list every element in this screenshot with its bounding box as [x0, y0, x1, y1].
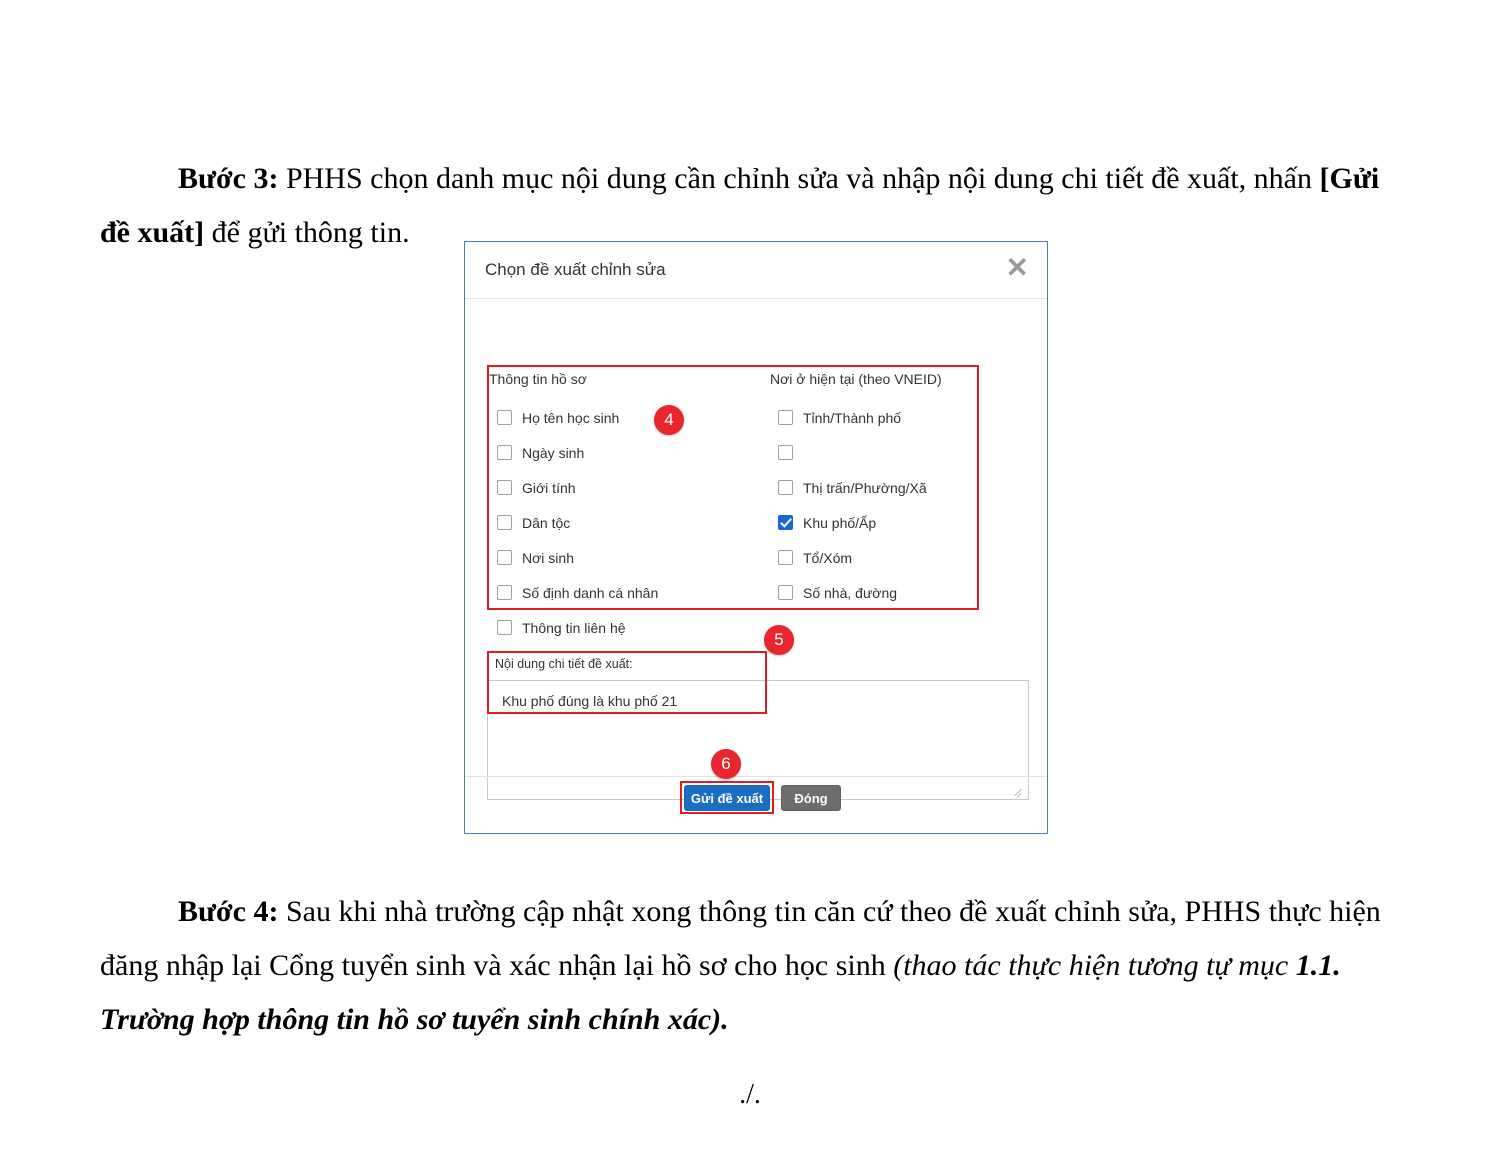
annotation-marker-5: 5	[764, 625, 794, 655]
step-4-italic-text: (thao tác thực hiện tương tự mục	[893, 949, 1296, 982]
checkbox-so-dinh-danh[interactable]	[497, 585, 512, 600]
checkbox-thi-tran-phuong-xa[interactable]	[778, 480, 793, 495]
checkbox-khu-pho-ap[interactable]	[778, 515, 793, 530]
checkbox-row-to-xom[interactable]	[770, 540, 985, 575]
checkbox-thong-tin-lien-he[interactable]	[497, 620, 512, 635]
step-4-italic-bold: 1.1. Trường hợp thông tin hồ sơ tuyển sinh chính xác).	[100, 949, 1341, 1036]
step-3-bold-action: [Gửi đề xuất]	[100, 162, 1380, 249]
checkbox-label: Thị trấn/Phường/Xã	[803, 479, 927, 496]
checkbox-row-thong-tin-lien-he[interactable]	[489, 610, 759, 645]
close-icon[interactable]: ✕	[1005, 252, 1029, 283]
checkbox-ngay-sinh[interactable]	[497, 445, 512, 460]
dialog-header	[465, 242, 1047, 299]
annotation-marker-4: 4	[654, 405, 684, 435]
checkbox-row-dan-toc[interactable]	[489, 505, 759, 540]
checkbox-row-tinh-thanh-pho[interactable]	[770, 400, 985, 435]
checkbox-row-so-nha-duong[interactable]	[770, 575, 985, 610]
profile-info-group	[489, 371, 759, 645]
paragraph-step-4	[100, 885, 1400, 1047]
checkbox-row-gioi-tinh[interactable]	[489, 470, 759, 505]
detail-label: Nội dung chi tiết đề xuất:	[495, 657, 633, 671]
checkbox-ho-ten[interactable]	[497, 410, 512, 425]
checkbox-dan-toc[interactable]	[497, 515, 512, 530]
checkbox-label: Tổ/Xóm	[803, 549, 853, 566]
checkbox-row-thi-tran-phuong-xa[interactable]	[770, 470, 985, 505]
current-address-group	[770, 371, 985, 610]
dialog-title: Chọn đề xuất chỉnh sửa	[485, 260, 666, 279]
checkbox-label: Số nhà, đường	[803, 584, 898, 601]
checkbox-label: Khu phố/Ấp	[803, 514, 877, 531]
paragraph-end-mark: ./.	[739, 1079, 761, 1110]
checkbox-label: Họ tên học sinh	[522, 409, 620, 426]
step-3-label: Bước 3:	[178, 162, 279, 195]
edit-proposal-dialog	[464, 241, 1048, 834]
annotation-marker-6: 6	[711, 749, 741, 779]
submit-proposal-button[interactable]: Gửi đề xuất	[684, 785, 770, 811]
checkbox-row-ho-ten[interactable]	[489, 400, 759, 435]
checkbox-row-noi-sinh[interactable]	[489, 540, 759, 575]
close-dialog-button[interactable]: Đóng	[781, 785, 841, 811]
profile-info-heading: Thông tin hồ sơ	[489, 371, 587, 387]
checkbox-blank[interactable]	[778, 445, 793, 460]
checkbox-label: Giới tính	[522, 479, 576, 496]
checkbox-label: Thông tin liên hệ	[522, 619, 626, 636]
checkbox-gioi-tinh[interactable]	[497, 480, 512, 495]
step-4-text: Sau khi nhà trường cập nhật xong thông tin căn cứ theo đề xuất chỉnh sửa, PHHS thực hiện đăng nhập lại Cổng tuyển sinh và xác nhận lại hồ sơ cho học sinh	[100, 895, 1381, 982]
checkbox-row-blank[interactable]	[770, 435, 985, 470]
checkbox-label: Dân tộc	[522, 514, 571, 531]
step-3-text: PHHS chọn danh mục nội dung cần chỉnh sửa và nhập nội dung chi tiết đề xuất, nhấn	[278, 162, 1320, 195]
current-address-heading: Nơi ở hiện tại (theo VNEID)	[770, 371, 942, 387]
checkbox-so-nha-duong[interactable]	[778, 585, 793, 600]
checkbox-to-xom[interactable]	[778, 550, 793, 565]
checkbox-row-so-dinh-danh[interactable]	[489, 575, 759, 610]
checkbox-noi-sinh[interactable]	[497, 550, 512, 565]
checkbox-label: Số định danh cá nhân	[522, 584, 659, 601]
checkbox-row-ngay-sinh[interactable]	[489, 435, 759, 470]
dialog-footer	[465, 776, 1047, 833]
step-4-label: Bước 4:	[178, 895, 279, 928]
checkbox-label: Tỉnh/Thành phố	[803, 409, 902, 426]
checkbox-tinh-thanh-pho[interactable]	[778, 410, 793, 425]
checkbox-row-khu-pho-ap[interactable]	[770, 505, 985, 540]
step-3-text-end: để gửi thông tin.	[204, 216, 410, 249]
dialog-body	[465, 299, 1047, 777]
checkbox-label: Ngày sinh	[522, 444, 585, 461]
checkbox-label: Nơi sinh	[522, 549, 574, 566]
